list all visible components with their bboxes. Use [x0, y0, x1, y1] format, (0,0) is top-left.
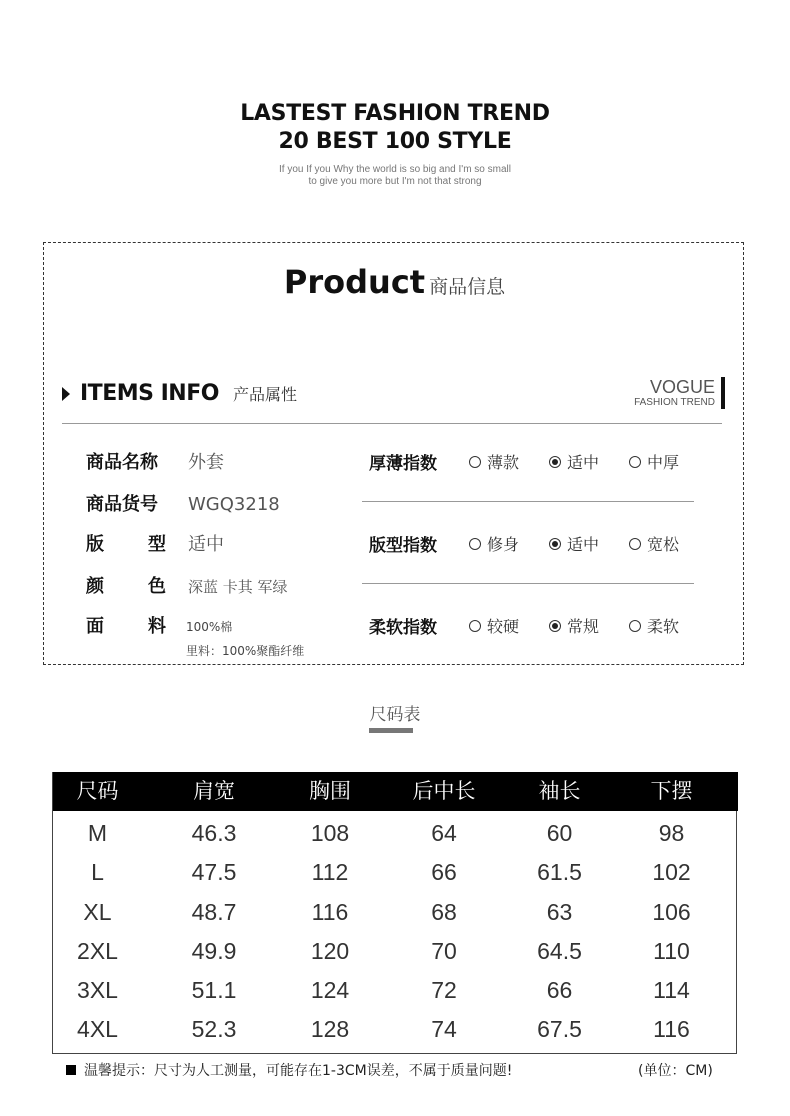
radio-checked-icon: [549, 620, 561, 632]
radio-checked-icon: [549, 538, 561, 550]
table-cell: 3XL: [77, 977, 118, 1004]
table-cell: 110: [653, 937, 690, 964]
table-cell: 49.9: [191, 937, 237, 964]
index-thickness-label: 厚薄指数: [369, 454, 437, 474]
attr-color-value: 深蓝 卡其 军绿: [188, 578, 288, 596]
table-cell: 66: [546, 977, 573, 1004]
size-table: [52, 772, 737, 1054]
option-thin[interactable]: [469, 450, 549, 473]
table-cell: 68: [431, 898, 457, 925]
attr-color-label-b: 色: [148, 576, 166, 597]
vogue-sub: FASHION TREND: [634, 397, 715, 408]
table-row: [53, 1010, 738, 1049]
table-row: [53, 853, 738, 892]
unit-label: (单位：CM): [638, 1063, 713, 1079]
table-cell: 47.5: [191, 859, 237, 886]
table-cell: 98: [658, 820, 685, 846]
attr-sku-label: 商品货号: [86, 494, 158, 515]
index-softness-label: 柔软指数: [369, 618, 437, 638]
index-fit: [369, 531, 709, 556]
items-info-en: ITEMS INFO: [80, 381, 219, 406]
items-info-heading: [62, 381, 297, 406]
table-cell: 64.5: [537, 937, 582, 964]
table-cell: 51.1: [191, 977, 237, 1004]
product-heading-cn: 商品信息: [429, 276, 506, 298]
attr-sku-value: WGQ3218: [188, 494, 280, 515]
attr-color-label: [86, 572, 166, 598]
table-header-row: [53, 772, 738, 811]
table-cell: 108: [310, 820, 350, 846]
table-cell: 61.5: [537, 859, 582, 886]
square-bullet-icon: [66, 1065, 76, 1075]
option-thick[interactable]: [629, 450, 709, 473]
hero-title-line1: LASTEST FASHION TREND: [240, 101, 550, 126]
size-note-text: 温馨提示：尺寸为人工测量，可能存在1-3CM误差，不属于质量问题!: [84, 1063, 513, 1079]
table-row: [53, 814, 738, 853]
attr-sku: [86, 490, 280, 516]
index-fit-label: 版型指数: [369, 536, 437, 556]
option-label: 中厚: [647, 453, 680, 472]
table-cell: 60: [546, 820, 573, 846]
triangle-bullet-icon: [62, 387, 70, 401]
option-label: 较硬: [487, 617, 520, 636]
table-row: [53, 932, 738, 971]
table-body: [53, 814, 738, 1050]
attr-fabric: [86, 612, 188, 638]
option-soft[interactable]: [629, 614, 709, 637]
table-cell: 64: [431, 820, 457, 846]
table-cell: 114: [653, 977, 690, 1004]
header-hem: 下摆: [650, 779, 693, 803]
option-medium[interactable]: [549, 450, 629, 473]
table-cell: 48.7: [191, 898, 237, 925]
table-cell: 106: [652, 898, 691, 925]
option-label: 薄款: [487, 453, 520, 472]
table-cell: 52.3: [191, 1016, 237, 1043]
table-cell: 116: [653, 1016, 690, 1043]
table-cell: M: [87, 820, 108, 846]
index-divider: [362, 501, 694, 502]
items-divider: [62, 423, 722, 424]
attr-fit-value: 适中: [188, 534, 224, 555]
table-row: [53, 971, 738, 1010]
header-back-length: 后中长: [412, 779, 476, 803]
table-cell: 128: [310, 1016, 350, 1043]
table-cell: 2XL: [77, 937, 118, 964]
table-cell: 124: [310, 977, 350, 1004]
index-softness: [369, 613, 709, 638]
vogue-badge: [634, 377, 725, 409]
table-cell: 63: [546, 898, 573, 925]
index-divider: [362, 583, 694, 584]
radio-icon: [469, 456, 481, 468]
table-cell: 67.5: [537, 1016, 582, 1043]
attr-fabric-label: [86, 612, 166, 638]
table-cell: 66: [431, 859, 457, 886]
attr-fabric-value: 100%棉: [186, 620, 233, 634]
table-cell: 4XL: [77, 1016, 118, 1043]
option-label: 柔软: [647, 617, 680, 636]
option-label: 常规: [567, 617, 600, 636]
attr-fabric-label-a: 面: [86, 616, 104, 637]
attr-fit-label-b: 型: [148, 534, 166, 555]
attr-fit-label: [86, 530, 166, 556]
attr-fabric-label-b: 料: [148, 616, 166, 637]
table-cell: 74: [431, 1016, 457, 1043]
radio-icon: [629, 538, 641, 550]
attr-name-value: 外套: [188, 452, 224, 473]
index-thickness: [369, 449, 709, 474]
table-cell: 120: [310, 937, 350, 964]
option-stiff[interactable]: [469, 614, 549, 637]
radio-icon: [469, 620, 481, 632]
option-label: 宽松: [647, 535, 680, 554]
table-cell: 46.3: [191, 820, 237, 846]
attr-color: [86, 572, 288, 598]
table-cell: XL: [83, 898, 112, 925]
table-row: [53, 893, 738, 932]
header-size: 尺码: [76, 779, 119, 803]
option-label: 适中: [567, 535, 600, 554]
attr-fit-label-a: 版: [86, 534, 104, 555]
header-sleeve: 袖长: [538, 779, 581, 803]
caption-underline: [369, 728, 413, 733]
hero-subtitle-line1: If you If you Why the world is so big and I'm so small: [278, 164, 511, 175]
hero-title: [0, 100, 790, 156]
hero-subtitle-line2: to give you more but I'm not that strong: [308, 176, 482, 187]
option-label: 适中: [567, 453, 600, 472]
attr-fabric-lining: 里料：100%聚酯纤维: [186, 644, 305, 658]
table-cell: 70: [431, 937, 457, 964]
product-heading: [44, 263, 745, 301]
vogue-bar: [721, 377, 725, 409]
size-note: [66, 1060, 512, 1080]
table-cell: 112: [311, 859, 349, 886]
option-normal[interactable]: [549, 614, 629, 637]
option-slim[interactable]: [469, 532, 549, 555]
radio-icon: [469, 538, 481, 550]
header-shoulder: 肩宽: [193, 779, 235, 803]
items-info-cn: 产品属性: [232, 385, 297, 404]
attr-name: [86, 448, 224, 474]
table-cell: L: [91, 859, 104, 886]
hero-subtitle: [0, 164, 790, 188]
attr-name-label: 商品名称: [86, 452, 158, 473]
radio-checked-icon: [549, 456, 561, 468]
table-cell: 102: [652, 859, 691, 886]
option-label: 修身: [487, 535, 520, 554]
radio-icon: [629, 620, 641, 632]
hero-title-line2: 20 BEST 100 STYLE: [278, 129, 512, 154]
attr-color-label-a: 颜: [86, 576, 104, 597]
option-regular-fit[interactable]: [549, 532, 629, 555]
vogue-main: VOGUE: [649, 377, 715, 397]
product-info-box: [43, 242, 744, 665]
header-chest: 胸围: [309, 779, 351, 803]
product-heading-en: Product: [283, 263, 426, 301]
table-cell: 116: [311, 898, 349, 925]
radio-icon: [629, 456, 641, 468]
option-loose[interactable]: [629, 532, 709, 555]
table-cell: 72: [431, 977, 457, 1004]
attr-fit: [86, 530, 224, 556]
size-table-caption: 尺码表: [369, 705, 421, 725]
